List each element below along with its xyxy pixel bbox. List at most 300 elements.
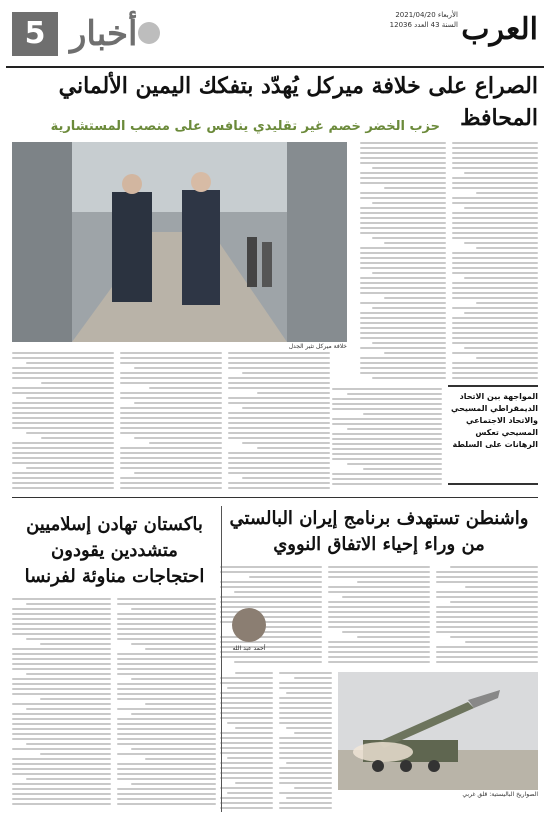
text-line (360, 207, 446, 209)
text-line (117, 633, 216, 635)
text-line (228, 417, 330, 419)
text-line (360, 317, 446, 319)
text-line (26, 603, 111, 605)
text-line (12, 733, 111, 735)
text-line (452, 322, 538, 324)
text-line (332, 438, 442, 440)
text-line (12, 407, 114, 409)
text-line (452, 227, 538, 229)
text-line (228, 377, 330, 379)
text-line (360, 212, 446, 214)
text-line (228, 402, 330, 404)
text-line (12, 648, 111, 650)
text-line (360, 357, 446, 359)
text-line (452, 212, 538, 214)
text-line (26, 467, 114, 469)
newspaper-logo: العرب (461, 12, 538, 47)
text-line (227, 792, 273, 794)
text-line (279, 722, 332, 724)
text-line (452, 197, 538, 199)
issue-info (378, 10, 458, 30)
text-line (342, 631, 430, 633)
text-line (12, 793, 111, 795)
text-line (12, 788, 111, 790)
text-line (279, 782, 332, 784)
text-line (117, 788, 216, 790)
text-line (117, 798, 216, 800)
text-line (120, 447, 222, 449)
text-line (360, 142, 446, 144)
text-line (279, 807, 332, 809)
text-line (384, 242, 446, 244)
text-column (332, 388, 442, 492)
text-line (220, 752, 273, 754)
text-line (452, 352, 538, 354)
text-line (452, 257, 538, 259)
text-line (228, 467, 330, 469)
text-line (452, 232, 538, 234)
text-line (12, 427, 114, 429)
text-line (328, 616, 430, 618)
pakistan-headline: باكستان تهادن إسلاميين متشددين يقودون احتجاجات مناوئة لفرنسا (24, 514, 205, 587)
text-line (134, 402, 222, 404)
author-name: أحمد عبد الله (232, 645, 266, 652)
text-line (436, 631, 538, 633)
text-line (452, 307, 538, 309)
text-line (360, 227, 446, 229)
text-line (347, 393, 442, 395)
text-line (131, 748, 216, 750)
text-line (26, 708, 111, 710)
text-line (452, 342, 538, 344)
text-line (328, 646, 430, 648)
text-line (452, 287, 538, 289)
text-line (149, 387, 222, 389)
text-line (12, 457, 114, 459)
text-line (286, 797, 332, 799)
text-line (220, 717, 273, 719)
text-line (12, 658, 111, 660)
text-line (12, 613, 111, 615)
text-line (328, 571, 430, 573)
text-line (279, 777, 332, 779)
text-line (220, 732, 273, 734)
text-line (40, 643, 111, 645)
text-line (12, 392, 114, 394)
text-line (436, 621, 538, 623)
text-line (279, 792, 332, 794)
text-line (149, 442, 222, 444)
text-line (117, 688, 216, 690)
text-line (12, 758, 111, 760)
text-line (476, 247, 538, 249)
text-line (220, 596, 322, 598)
text-line (360, 372, 446, 374)
text-line (228, 462, 330, 464)
text-line (26, 673, 111, 675)
text-line (120, 477, 222, 479)
text-line (452, 317, 538, 319)
text-line (452, 252, 538, 254)
text-line (228, 422, 330, 424)
text-line (328, 586, 430, 588)
text-line (12, 803, 111, 805)
iran-headline: واشنطن تستهدف برنامج إيران البالستي من وراء إحياء الاتفاق النووي (229, 508, 529, 555)
text-line (332, 483, 442, 485)
text-line (357, 636, 430, 638)
text-line (26, 743, 111, 745)
text-line (372, 167, 446, 169)
text-line (228, 367, 330, 369)
text-line (436, 616, 538, 618)
text-line (117, 698, 216, 700)
text-line (120, 392, 222, 394)
text-line (452, 177, 538, 179)
text-line (332, 403, 442, 405)
text-line (328, 576, 430, 578)
text-line (452, 152, 538, 154)
text-line (360, 267, 446, 269)
text-line (134, 472, 222, 474)
text-line (436, 626, 538, 628)
text-line (360, 287, 446, 289)
text-line (26, 638, 111, 640)
text-line (117, 723, 216, 725)
text-line (332, 388, 442, 390)
text-line (12, 482, 114, 484)
text-column (452, 142, 538, 382)
text-line (12, 417, 114, 419)
text-line (220, 707, 273, 709)
text-line (228, 452, 330, 454)
text-line (464, 312, 538, 314)
text-line (134, 367, 222, 369)
text-line (360, 172, 446, 174)
text-line (360, 362, 446, 364)
text-line (328, 661, 430, 663)
text-line (384, 297, 446, 299)
text-line (328, 611, 430, 613)
text-line (117, 653, 216, 655)
text-line (220, 802, 273, 804)
text-line (328, 651, 430, 653)
text-line (465, 586, 538, 588)
text-line (12, 738, 111, 740)
text-line (279, 767, 332, 769)
text-line (476, 357, 538, 359)
issue-date: الأربعاء 2021/04/20 (395, 11, 458, 19)
text-line (220, 762, 273, 764)
text-line (450, 601, 538, 603)
text-line (464, 242, 538, 244)
text-line (117, 738, 216, 740)
text-line (476, 302, 538, 304)
text-line (452, 327, 538, 329)
text-line (436, 571, 538, 573)
text-line (452, 372, 538, 374)
text-line (294, 787, 332, 789)
text-line (117, 603, 216, 605)
text-line (12, 693, 111, 695)
text-column (117, 598, 216, 812)
text-line (360, 327, 446, 329)
text-line (120, 407, 222, 409)
text-line (117, 673, 216, 675)
text-line (220, 712, 273, 714)
text-line (117, 598, 216, 600)
text-line (220, 566, 322, 568)
text-line (279, 687, 332, 689)
text-line (41, 382, 114, 384)
text-line (131, 713, 216, 715)
section-title: أخبار (70, 14, 138, 54)
text-line (220, 737, 273, 739)
text-line (436, 646, 538, 648)
text-line (228, 472, 330, 474)
text-column (328, 566, 430, 666)
text-line (360, 162, 446, 164)
text-line (372, 237, 446, 239)
text-line (228, 457, 330, 459)
text-line (117, 753, 216, 755)
page-number: 5 (12, 12, 58, 56)
text-line (228, 357, 330, 359)
text-line (40, 698, 111, 700)
text-line (228, 387, 330, 389)
text-line (372, 342, 446, 344)
text-line (279, 702, 332, 704)
text-line (452, 217, 538, 219)
text-line (26, 432, 114, 434)
text-line (234, 591, 322, 593)
text-line (145, 648, 216, 650)
lead-body-top (360, 142, 538, 382)
text-line (12, 633, 111, 635)
text-line (228, 412, 330, 414)
text-line (12, 713, 111, 715)
text-line (12, 598, 111, 600)
text-line (257, 392, 330, 394)
text-line (436, 606, 538, 608)
text-line (117, 743, 216, 745)
text-line (117, 638, 216, 640)
text-line (372, 377, 446, 379)
text-line (227, 757, 273, 759)
text-line (347, 428, 442, 430)
text-line (452, 367, 538, 369)
column-divider (221, 506, 222, 812)
text-line (436, 656, 538, 658)
text-column (228, 352, 330, 492)
text-line (279, 697, 332, 699)
text-line (12, 768, 111, 770)
text-line (12, 668, 111, 670)
text-line (26, 362, 114, 364)
text-line (450, 566, 538, 568)
text-line (120, 427, 222, 429)
text-line (360, 247, 446, 249)
section-quote-icon (138, 22, 160, 44)
text-line (436, 651, 538, 653)
text-line (220, 692, 273, 694)
text-line (12, 703, 111, 705)
text-line (452, 337, 538, 339)
text-line (12, 442, 114, 444)
text-line (360, 347, 446, 349)
text-line (294, 677, 332, 679)
text-line (450, 636, 538, 638)
text-line (228, 382, 330, 384)
text-line (12, 783, 111, 785)
text-line (12, 412, 114, 414)
text-line (465, 641, 538, 643)
text-line (12, 487, 114, 489)
text-line (452, 237, 538, 239)
text-line (131, 678, 216, 680)
text-line (452, 272, 538, 274)
text-line (360, 367, 446, 369)
text-line (12, 367, 114, 369)
text-line (117, 613, 216, 615)
text-line (328, 626, 430, 628)
text-line (117, 768, 216, 770)
text-line (12, 773, 111, 775)
text-line (328, 621, 430, 623)
text-line (452, 332, 538, 334)
text-line (360, 322, 446, 324)
text-line (120, 457, 222, 459)
text-line (360, 257, 446, 259)
text-column (360, 142, 446, 382)
author-box (220, 608, 278, 678)
text-line (220, 747, 273, 749)
text-line (363, 468, 442, 470)
text-column (12, 352, 114, 492)
pakistan-body (12, 598, 216, 812)
text-line (242, 477, 330, 479)
text-line (117, 663, 216, 665)
text-line (464, 207, 538, 209)
text-line (131, 783, 216, 785)
text-column (12, 598, 111, 812)
text-line (12, 352, 114, 354)
text-line (372, 272, 446, 274)
text-line (120, 412, 222, 414)
text-line (12, 357, 114, 359)
text-line (464, 172, 538, 174)
text-line (476, 192, 538, 194)
text-line (117, 628, 216, 630)
text-line (360, 262, 446, 264)
text-line (220, 797, 273, 799)
text-line (279, 682, 332, 684)
text-column (120, 352, 222, 492)
text-line (120, 357, 222, 359)
text-line (117, 793, 216, 795)
text-line (120, 452, 222, 454)
text-line (235, 782, 273, 784)
text-line (452, 202, 538, 204)
text-line (228, 432, 330, 434)
text-line (117, 668, 216, 670)
text-line (452, 267, 538, 269)
text-line (220, 586, 322, 588)
text-line (279, 802, 332, 804)
text-line (131, 608, 216, 610)
text-line (220, 787, 273, 789)
text-line (12, 472, 114, 474)
text-line (360, 292, 446, 294)
text-column (436, 566, 538, 666)
text-line (360, 302, 446, 304)
text-line (12, 798, 111, 800)
text-line (360, 277, 446, 279)
text-line (452, 292, 538, 294)
text-line (120, 382, 222, 384)
text-line (120, 397, 222, 399)
text-line (227, 687, 273, 689)
text-line (286, 762, 332, 764)
text-line (12, 748, 111, 750)
text-line (384, 352, 446, 354)
text-line (228, 427, 330, 429)
author-photo (232, 608, 266, 642)
text-line (360, 177, 446, 179)
text-line (286, 727, 332, 729)
text-line (117, 763, 216, 765)
text-line (12, 462, 114, 464)
missile-photo (338, 672, 538, 790)
text-line (12, 377, 114, 379)
text-line (328, 656, 430, 658)
text-line (12, 387, 114, 389)
lead-photo-caption: خلافة ميركل تثير الجدل (288, 343, 347, 350)
text-line (360, 152, 446, 154)
text-line (220, 742, 273, 744)
text-line (228, 437, 330, 439)
text-line (357, 581, 430, 583)
text-line (279, 742, 332, 744)
text-line (452, 262, 538, 264)
text-line (220, 601, 322, 603)
text-line (360, 312, 446, 314)
text-line (360, 157, 446, 159)
text-line (220, 571, 322, 573)
text-line (134, 437, 222, 439)
text-line (145, 758, 216, 760)
text-line (332, 433, 442, 435)
text-line (452, 282, 538, 284)
text-line (360, 252, 446, 254)
text-line (220, 581, 322, 583)
text-line (279, 757, 332, 759)
text-line (12, 723, 111, 725)
text-line (332, 448, 442, 450)
text-line (12, 372, 114, 374)
text-line (332, 398, 442, 400)
lead-body-mid (332, 388, 442, 492)
text-line (228, 487, 330, 489)
text-line (117, 623, 216, 625)
text-line (294, 732, 332, 734)
text-line (360, 337, 446, 339)
text-line (120, 417, 222, 419)
missile-photo-caption: الصواريخ الباليستية: قلق غربي (462, 791, 538, 798)
text-line (360, 182, 446, 184)
text-line (279, 672, 332, 674)
text-line (452, 147, 538, 149)
text-line (363, 413, 442, 415)
